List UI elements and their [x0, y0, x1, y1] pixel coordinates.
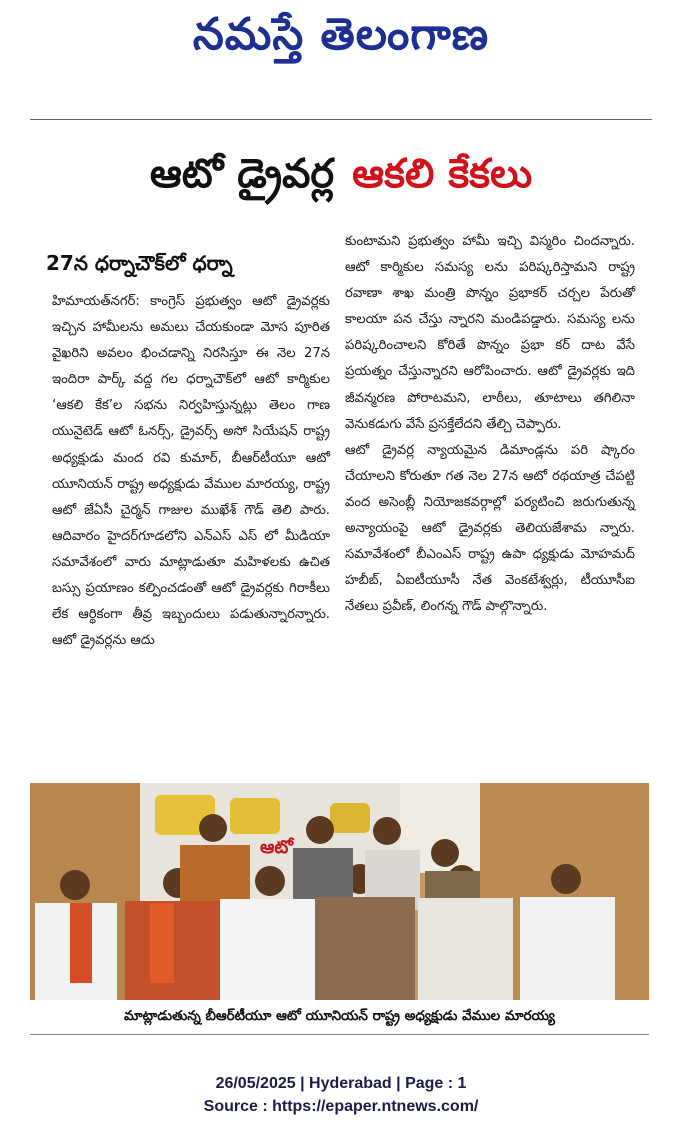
- footer-source-line: Source : https://epaper.ntnews.com/: [203, 1098, 479, 1115]
- headline-part-2: ఆకలి కేకలు: [352, 151, 533, 197]
- headline-part-1: ఆటో డ్రైవర్ల: [149, 151, 335, 197]
- article-paragraph: కుంటామని ప్రభుత్వం హామీ ఇచ్చి విస్మరిం చిందన్నారు. ఆటో కార్మికుల సమస్య లను పరిష్కరిస్తామని రాష్ట్ర రవాణా శాఖ మంత్రి పొన్నం ప్రభాకర్ చర్చల పేరుతో కాలయా పన చేస్తు న్నారని మండిపడ్డారు. సమస్య లను పరిష్కరించాలని కోరితే పొన్నం ప్రభా కర్ దాట వేసే ప్రయత్నం చేస్తున్నారని ఆరోపించారు. ఆటో డ్రైవర్లకు ఇది జీవన్మరణ పోరాటమని, లాఠీలు, తూటాలు తగిలినా వెనుకడుగు వేసే ప్రసక్తేలేదని తేల్చి చెప్పారు.: [345, 234, 635, 432]
- masthead-title: నమస్తే తెలంగాణ: [192, 9, 490, 60]
- article-headline: [30, 148, 652, 210]
- news-photo: [30, 783, 649, 1000]
- article-paragraph: ఆటో డ్రైవర్ల న్యాయమైన డిమాండ్లను పరి ష్కారం చేయాలని కోరుతూ గత నెల 27న ఆటో రథయాత్ర చేపట్టి వంద అసెంబ్లీ నియోజకవర్గాల్లో పర్యటించి జరుగుతున్న అన్యాయంపై ఆటో డ్రైవర్లకు తెలియజేశామ న్నారు. సమావేశంలో బీఎంఎస్ రాష్ట్ర ఉపా ధ్యక్షుడు మోహమద్ హబీబ్, ఏఐటీయూసీ నేత వెంకటేశ్వర్లు, టీయూసీఐ నేతలు ప్రవీణ్, లింగన్న గౌడ్ పాల్గొన్నారు.: [345, 442, 635, 615]
- article-column-left: [52, 289, 330, 654]
- article-paragraph: హిమాయత్‌నగర్: కాంగ్రెస్ ప్రభుత్వం ఆటో డ్రైవర్లకు ఇచ్చిన హామీలను అమలు చేయకుండా మోస పూరిత వైఖరిని అవలం భించడాన్ని నిరసిస్తూ ఈ నెల 27న ఇందిరా పార్క్ వద్ద గల ధర్నాచౌక్‌లో ఆటో కార్మికుల ‘ఆకలి కేక’ల సభను నిర్వహిస్తున్నట్లు తెలం గాణ యునైటెడ్ ఆటో ఓనర్స్, డ్రైవర్స్ అసో సియేషన్ రాష్ట్ర అధ్యక్షుడు మంద రవి కుమార్, బీఆర్‌టీయూ ఆటో యూనియన్ రాష్ట్ర అధ్యక్షుడు వేముల మారయ్య, రాష్ట్ర ఆటో జేఏసీ చైర్మన్ గాజుల ముఖేశ్ గౌడ్ తెలి పారు. ఆదివారం హైదర్‌గూడలోని ఎన్ఎస్ ఎస్ లో మీడియా సమావేశంలో వారు మాట్లాడుతూ మహిళలకు ఉచిత బస్సు ప్రయాణం కల్పించడంతో ఆటో డ్రైవర్లకు గిరాకీలు లేక ఆర్థికంగా తీవ్ర ఇబ్బందులు పడుతున్నారన్నారు. ఆటో డ్రైవర్లను ఆదు: [52, 294, 330, 649]
- article-column-right: [345, 229, 635, 620]
- group-photo-illustration: [30, 783, 649, 1000]
- footer-date-line: 26/05/2025 | Hyderabad | Page : 1: [215, 1075, 467, 1092]
- newspaper-masthead: [0, 0, 682, 80]
- banner-text: ఆటో: [260, 837, 294, 858]
- photo-caption: మాట్లాడుతున్న బీఆర్‌టీయూ ఆటో యూనియన్ రాష్ట్ర అధ్యక్షుడు వేముల మారయ్య: [30, 1000, 649, 1035]
- article-subheadline: 27న ధర్నాచౌక్‌లో ధర్నా: [46, 251, 233, 275]
- masthead-divider: [30, 119, 652, 120]
